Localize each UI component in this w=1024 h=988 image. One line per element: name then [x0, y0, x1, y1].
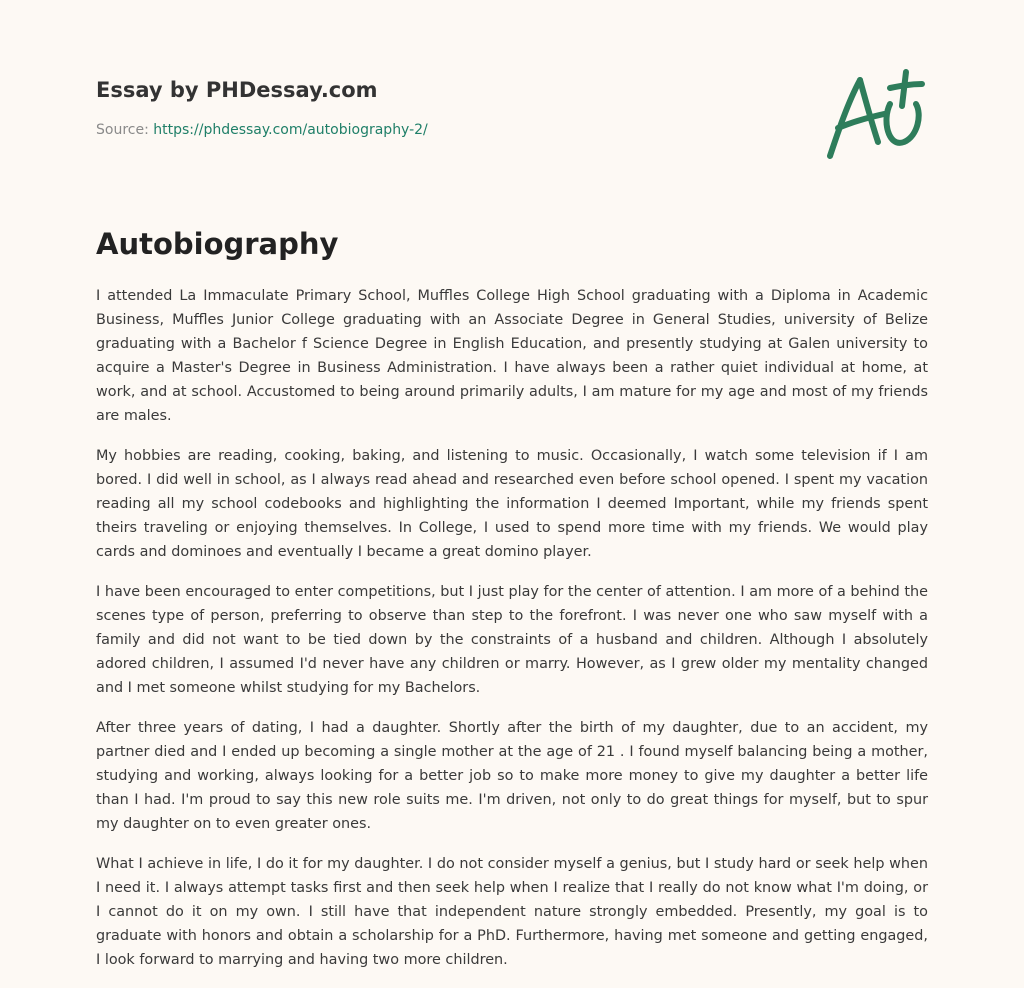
essay-paragraph: I attended La Immaculate Primary School, Muffles College High School graduating with a Diploma in Academic Business, Muffles Junior College graduating with an Associate Degree in General Studies, university of Belize graduating with a Bachelor f Science Degree in English Education, and presently studying at Galen university to acquire a Master's Degree in Business Administration. I have always been a rather quiet individual at home, at work, and at school. Accustomed to being around primarily adults, I am mature for my age and most of my friends are males. — [96, 288, 928, 424]
source-line — [96, 120, 928, 140]
essay-paragraph: After three years of dating, I had a daughter. Shortly after the birth of my daughter, due to an accident, my partner died and I ended up becoming a single mother at the age of 21 . I found myself balancing being a mother, studying and working, always looking for a better job so to make more money to give my daughter a better life than I had. I'm proud to say this new role suits me. I'm driven, not only to do great things for myself, but to spur my daughter on to even greater ones. — [96, 720, 928, 832]
source-link[interactable]: https://phdessay.com/autobiography-2/ — [153, 122, 428, 138]
a-plus-logo-icon — [818, 62, 928, 172]
essay-body — [96, 284, 928, 988]
page-header — [96, 72, 928, 140]
source-label: Source: — [96, 122, 149, 138]
essay-paragraph: What I achieve in life, I do it for my daughter. I do not consider myself a genius, but I study hard or seek help when I need it. I always attempt tasks first and then seek help when I realize that I really do not know what I'm doing, or I cannot do it on my own. I still have that independent nature strongly embedded. Presently, my goal is to graduate with honors and obtain a scholarship for a PhD. Furthermore, having met someone and getting engaged, I look forward to marrying and having two more children. — [96, 856, 928, 968]
site-title: Essay by PHDessay.com — [96, 78, 378, 102]
essay-paragraph: I have been encouraged to enter competitions, but I just play for the center of attention. I am more of a behind the scenes type of person, preferring to observe than step to the forefront. I was never one who saw myself with a family and did not want to be tied down by the constraints of a husband and children. Although I absolutely adored children, I assumed I'd never have any children or marry. However, as I grew older my mentality changed and I met someone whilst studying for my Bachelors. — [96, 584, 928, 696]
essay-paragraph: My hobbies are reading, cooking, baking, and listening to music. Occasionally, I watch some television if I am bored. I did well in school, as I always read ahead and researched even before school opened. I spent my vacation reading all my school codebooks and highlighting the information I deemed Important, while my friends spent theirs traveling or enjoying themselves. In College, I used to spend more time with my friends. We would play cards and dominoes and eventually I became a great domino player. — [96, 448, 928, 560]
essay-title: Autobiography — [96, 227, 339, 261]
